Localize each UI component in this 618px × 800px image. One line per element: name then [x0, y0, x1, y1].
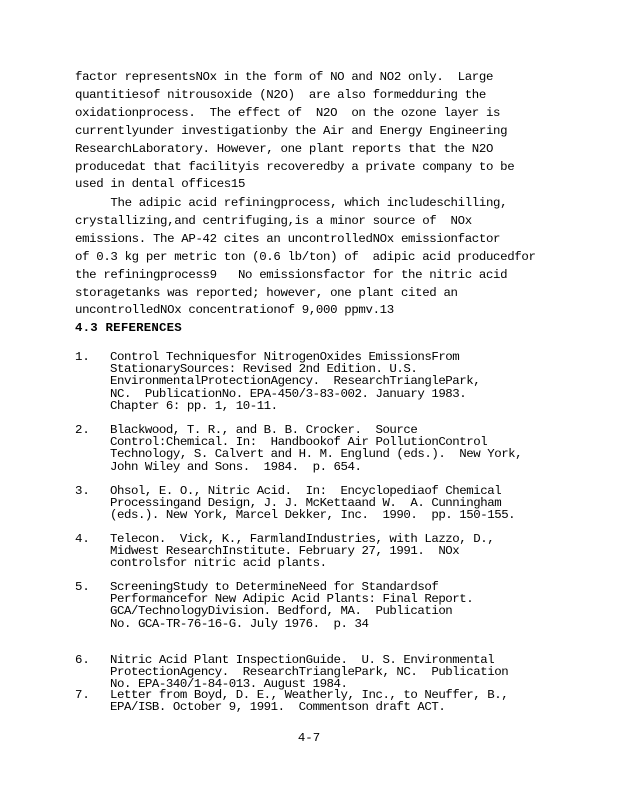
- reference-number: 2.: [75, 423, 90, 437]
- reference-number: 1.: [75, 350, 90, 364]
- reference-text: Ohsol, E. O., Nitric Acid. In: Encyclopediaof Chemical Processingand Design, J. J. McKettaand W. A. Cunningham (eds.). New York, Marcel Dekker, Inc. 1990. pp. 150-155.: [110, 484, 516, 523]
- reference-number: 6.: [75, 653, 90, 667]
- reference-number: 4.: [75, 532, 90, 546]
- reference-number: 7.: [75, 688, 90, 702]
- reference-number: 3.: [75, 484, 90, 498]
- body-paragraph-2: The adipic acid refiningprocess, which includeschilling, crystallizing,and centrifuging,is a minor source of NOx emissions. The AP-42 cites an uncontrolledNOx emissionfactor of 0.3 kg per metric ton (0.6 lb/ton) of adipic acid producedfor the refiningprocess9 No emissionsfactor for the nitric acid storagetanks was reported; however, one plant cited an uncontrolledNOx concentrationof 9,000 ppmv.13: [75, 196, 536, 318]
- reference-number: 5.: [75, 580, 90, 594]
- reference-text: Blackwood, T. R., and B. B. Crocker. Source Control:Chemical. In: Handbookof Air PollutionControl Technology, S. Calvert and H. M. Englund (eds.). New York, John Wiley and Sons. 1984. p. 654.: [110, 423, 523, 474]
- page-number: 4-7: [297, 731, 321, 745]
- reference-text: Nitric Acid Plant InspectionGuide. U. S. Environmental ProtectionAgency. ResearchTrianglePark, NC. Publication No. EPA-340/1-84-013. August 1984.: [110, 653, 509, 692]
- body-paragraph-1: factor representsNOx in the form of NO and NO2 only. Large quantitiesof nitrousoxide (N2O) are also formedduring the oxidationprocess. The effect of N2O on the ozone layer is currentlyunder investigationby the Air and Energy Engineering ResearchLaboratory. However, one plant reports that the N2O producedat that facilityis recoveredby a private company to be used in dental offices15: [75, 70, 515, 192]
- references-heading: 4.3 REFERENCES: [75, 321, 182, 335]
- reference-text: Letter from Boyd, D. E., Weatherly, Inc., to Neuffer, B., EPA/ISB. October 9, 1991. Commentson draft ACT.: [110, 688, 509, 715]
- reference-text: ScreeningStudy to DetermineNeed for Standardsof Performancefor New Adipic Acid Plants: Final Report. GCA/TechnologyDivision. Bedford, MA. Publication No. GCA-TR-76-16-G. July 1976. p. 34: [110, 580, 474, 631]
- reference-text: Control Techniquesfor NitrogenOxides EmissionsFrom StationarySources: Revised 2nd Edition. U.S. EnvironmentalProtectionAgency. ResearchTrianglePark, NC. PublicationNo. EPA-450/3-83-002. January 1983. Chapter 6: pp. 1, 10-11.: [110, 350, 481, 413]
- reference-text: Telecon. Vick, K., FarmlandIndustries, with Lazzo, D., Midwest ResearchInstitute. February 27, 1991. NOx controlsfor nitric acid plants.: [110, 532, 495, 571]
